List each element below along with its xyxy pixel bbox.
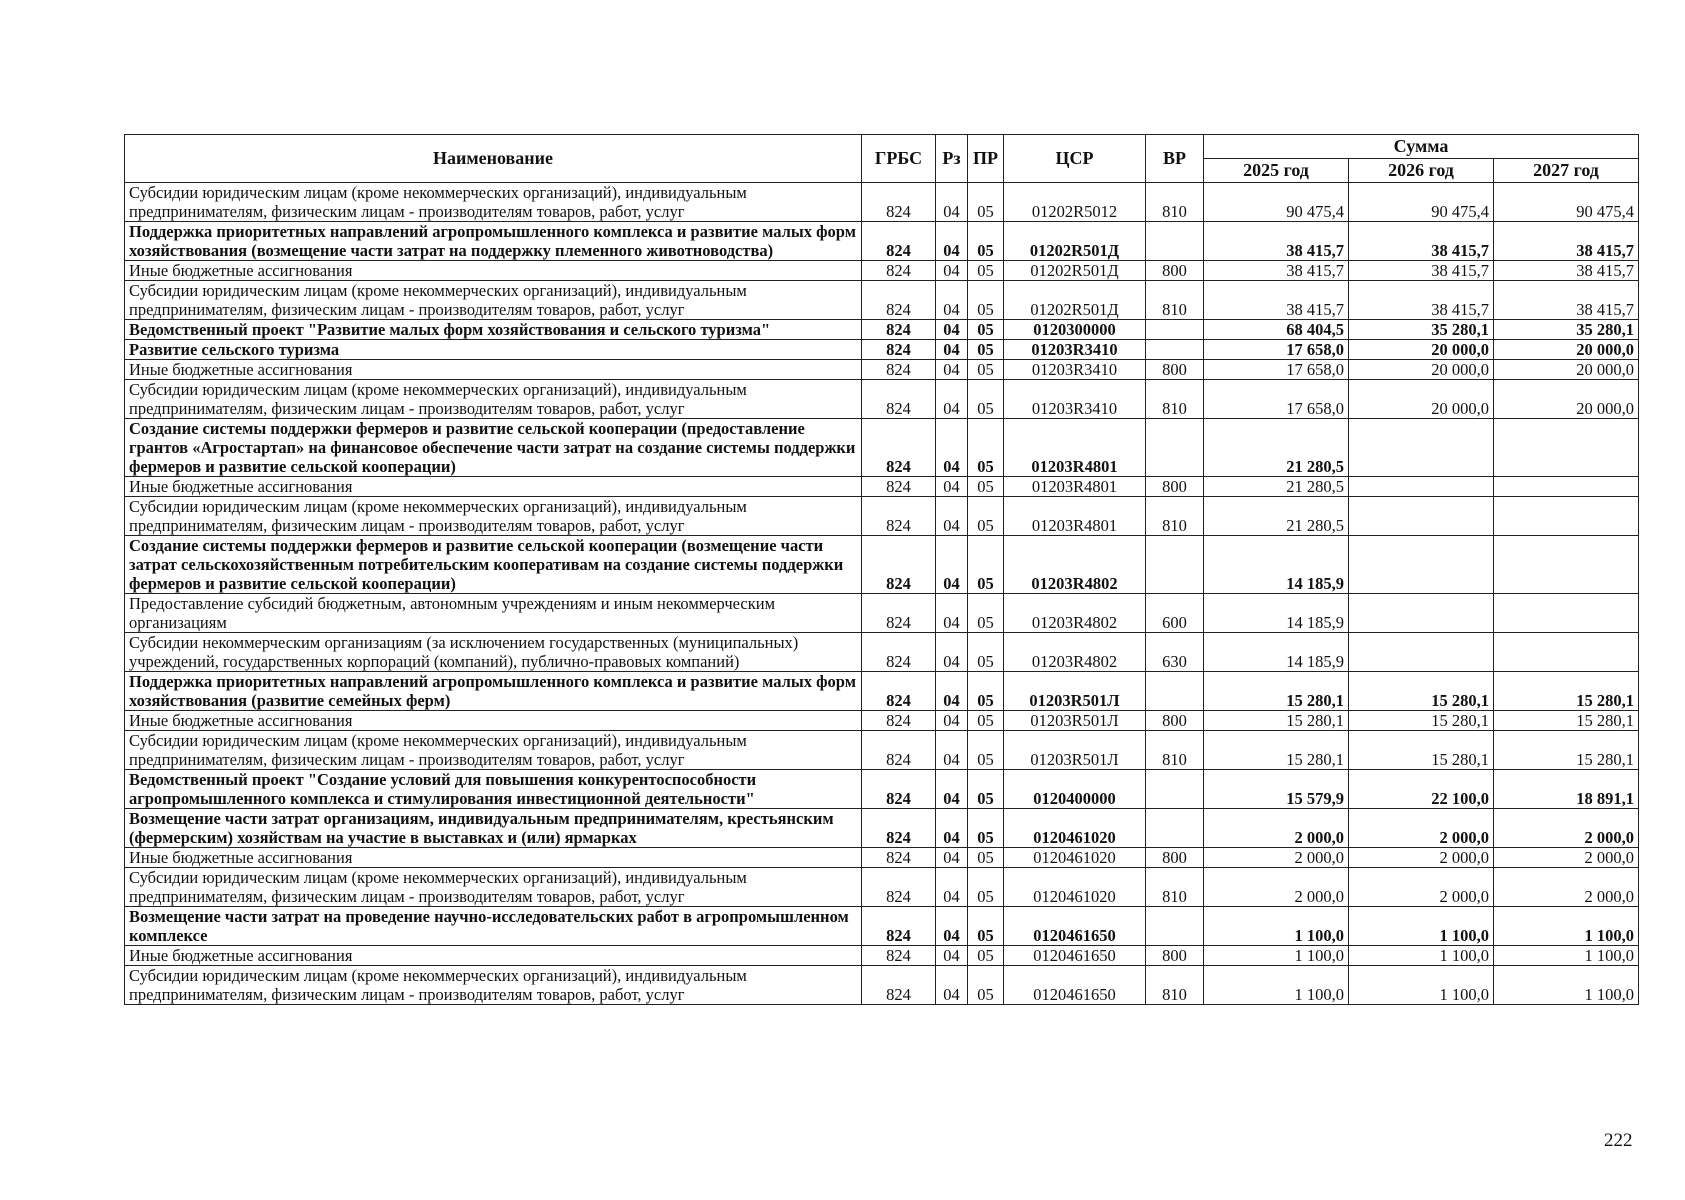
cell-pr: 05: [968, 672, 1004, 711]
cell-name: Субсидии юридическим лицам (кроме некоммерческих организаций), индивидуальным предпринимателям, физическим лицам - производителям товаров, работ, услуг: [125, 868, 862, 907]
cell-vr: 810: [1146, 868, 1204, 907]
cell-vr: [1146, 907, 1204, 946]
cell-2027: 90 475,4: [1494, 183, 1639, 222]
table-row: [125, 907, 1639, 946]
cell-name: Создание системы поддержки фермеров и развитие сельской кооперации (предоставление грантов «Агростартап» на финансовое обеспечение части затрат на создание системы поддержки фермеров и развитие сельской кооперации): [125, 419, 862, 477]
cell-pr: 05: [968, 261, 1004, 281]
cell-rz: 04: [936, 340, 968, 360]
cell-vr: 800: [1146, 946, 1204, 966]
cell-2027: 38 415,7: [1494, 261, 1639, 281]
cell-name: Поддержка приоритетных направлений агропромышленного комплекса и развитие малых форм хозяйствования (возмещение части затрат на поддержку племенного животноводства): [125, 222, 862, 261]
cell-2026: 1 100,0: [1349, 946, 1494, 966]
cell-name: Субсидии юридическим лицам (кроме некоммерческих организаций), индивидуальным предпринимателям, физическим лицам - производителям товаров, работ, услуг: [125, 731, 862, 770]
cell-rz: 04: [936, 281, 968, 320]
cell-vr: 630: [1146, 633, 1204, 672]
cell-csr: 01202R501Д: [1004, 261, 1146, 281]
cell-vr: 800: [1146, 261, 1204, 281]
cell-rz: 04: [936, 731, 968, 770]
cell-vr: 810: [1146, 380, 1204, 419]
cell-vr: 810: [1146, 281, 1204, 320]
cell-csr: 01203R4801: [1004, 419, 1146, 477]
cell-2027: [1494, 419, 1639, 477]
cell-2025: 21 280,5: [1204, 497, 1349, 536]
cell-vr: [1146, 320, 1204, 340]
cell-2026: 38 415,7: [1349, 281, 1494, 320]
cell-name: Развитие сельского туризма: [125, 340, 862, 360]
cell-rz: 04: [936, 183, 968, 222]
table-row: [125, 281, 1639, 320]
table-row: [125, 320, 1639, 340]
cell-pr: 05: [968, 419, 1004, 477]
cell-name: Иные бюджетные ассигнования: [125, 946, 862, 966]
header-sum: Сумма: [1204, 135, 1639, 159]
cell-2026: 15 280,1: [1349, 731, 1494, 770]
cell-csr: 01203R3410: [1004, 340, 1146, 360]
cell-csr: 0120461020: [1004, 848, 1146, 868]
cell-rz: 04: [936, 419, 968, 477]
cell-name: Иные бюджетные ассигнования: [125, 360, 862, 380]
cell-rz: 04: [936, 868, 968, 907]
cell-2025: 15 280,1: [1204, 711, 1349, 731]
cell-vr: 600: [1146, 594, 1204, 633]
cell-csr: 0120461020: [1004, 868, 1146, 907]
cell-vr: 810: [1146, 731, 1204, 770]
cell-rz: 04: [936, 907, 968, 946]
cell-rz: 04: [936, 477, 968, 497]
cell-2026: 20 000,0: [1349, 360, 1494, 380]
cell-csr: 01203R4801: [1004, 497, 1146, 536]
cell-rz: 04: [936, 966, 968, 1005]
cell-2026: 1 100,0: [1349, 966, 1494, 1005]
cell-name: Возмещение части затрат организациям, индивидуальным предпринимателям, крестьянским (фермерским) хозяйствам на участие в выставках и (или) ярмарках: [125, 809, 862, 848]
table-row: [125, 419, 1639, 477]
cell-2025: 21 280,5: [1204, 419, 1349, 477]
cell-pr: 05: [968, 222, 1004, 261]
cell-rz: 04: [936, 594, 968, 633]
cell-csr: 01203R501Л: [1004, 672, 1146, 711]
cell-name: Ведомственный проект "Создание условий для повышения конкурентоспособности агропромышленного комплекса и стимулирования инвестиционной деятельности": [125, 770, 862, 809]
cell-csr: 01202R501Д: [1004, 222, 1146, 261]
cell-2026: [1349, 594, 1494, 633]
table-row: [125, 711, 1639, 731]
cell-vr: 800: [1146, 848, 1204, 868]
cell-2027: 35 280,1: [1494, 320, 1639, 340]
cell-rz: 04: [936, 320, 968, 340]
cell-pr: 05: [968, 809, 1004, 848]
table-row: [125, 594, 1639, 633]
cell-pr: 05: [968, 320, 1004, 340]
cell-2025: 15 280,1: [1204, 672, 1349, 711]
cell-2025: 21 280,5: [1204, 477, 1349, 497]
table-row: [125, 222, 1639, 261]
cell-grbs: 824: [862, 946, 936, 966]
cell-grbs: 824: [862, 261, 936, 281]
cell-pr: 05: [968, 946, 1004, 966]
cell-rz: 04: [936, 672, 968, 711]
cell-2027: 2 000,0: [1494, 809, 1639, 848]
budget-table: [124, 134, 1639, 1005]
cell-name: Субсидии юридическим лицам (кроме некоммерческих организаций), индивидуальным предпринимателям, физическим лицам - производителям товаров, работ, услуг: [125, 183, 862, 222]
cell-vr: [1146, 809, 1204, 848]
cell-2026: [1349, 497, 1494, 536]
cell-2027: [1494, 633, 1639, 672]
cell-2025: 14 185,9: [1204, 536, 1349, 594]
cell-grbs: 824: [862, 536, 936, 594]
cell-name: Предоставление субсидий бюджетным, автономным учреждениям и иным некоммерческим организациям: [125, 594, 862, 633]
cell-grbs: 824: [862, 633, 936, 672]
cell-rz: 04: [936, 711, 968, 731]
cell-vr: 800: [1146, 360, 1204, 380]
cell-rz: 04: [936, 536, 968, 594]
cell-pr: 05: [968, 183, 1004, 222]
cell-2027: 1 100,0: [1494, 946, 1639, 966]
cell-2026: 15 280,1: [1349, 672, 1494, 711]
cell-2027: 20 000,0: [1494, 360, 1639, 380]
cell-grbs: 824: [862, 770, 936, 809]
cell-2026: 2 000,0: [1349, 809, 1494, 848]
cell-2025: 38 415,7: [1204, 261, 1349, 281]
cell-grbs: 824: [862, 672, 936, 711]
cell-grbs: 824: [862, 809, 936, 848]
cell-2026: 2 000,0: [1349, 848, 1494, 868]
cell-csr: 01203R4802: [1004, 633, 1146, 672]
cell-pr: 05: [968, 536, 1004, 594]
cell-2027: 38 415,7: [1494, 222, 1639, 261]
cell-2025: 2 000,0: [1204, 868, 1349, 907]
cell-grbs: 824: [862, 711, 936, 731]
page-number: 222: [1604, 1130, 1633, 1151]
cell-grbs: 824: [862, 868, 936, 907]
table-row: [125, 340, 1639, 360]
cell-2027: 18 891,1: [1494, 770, 1639, 809]
cell-name: Иные бюджетные ассигнования: [125, 711, 862, 731]
cell-2026: 38 415,7: [1349, 222, 1494, 261]
cell-grbs: 824: [862, 966, 936, 1005]
cell-grbs: 824: [862, 340, 936, 360]
table-row: [125, 380, 1639, 419]
header-year-2025: 2025 год: [1204, 159, 1349, 183]
cell-2026: 22 100,0: [1349, 770, 1494, 809]
cell-csr: 0120461650: [1004, 907, 1146, 946]
cell-2025: 1 100,0: [1204, 966, 1349, 1005]
cell-name: Иные бюджетные ассигнования: [125, 261, 862, 281]
header-grbs: ГРБС: [862, 135, 936, 183]
cell-vr: 810: [1146, 183, 1204, 222]
cell-vr: [1146, 672, 1204, 711]
cell-name: Иные бюджетные ассигнования: [125, 477, 862, 497]
cell-name: Создание системы поддержки фермеров и развитие сельской кооперации (возмещение части затрат сельскохозяйственным потребительским кооперативам на создание системы поддержки фермеров и развитие сельской кооперации): [125, 536, 862, 594]
cell-grbs: 824: [862, 594, 936, 633]
cell-rz: 04: [936, 222, 968, 261]
cell-2025: 38 415,7: [1204, 281, 1349, 320]
cell-grbs: 824: [862, 419, 936, 477]
cell-2026: [1349, 633, 1494, 672]
table-row: [125, 360, 1639, 380]
header-rz: Рз: [936, 135, 968, 183]
cell-name: Субсидии некоммерческим организациям (за исключением государственных (муниципальных) учреждений, государственных корпораций (компаний), публично-правовых компаний): [125, 633, 862, 672]
cell-2026: 35 280,1: [1349, 320, 1494, 340]
cell-pr: 05: [968, 340, 1004, 360]
cell-2026: 1 100,0: [1349, 907, 1494, 946]
cell-rz: 04: [936, 633, 968, 672]
cell-name: Ведомственный проект "Развитие малых форм хозяйствования и сельского туризма": [125, 320, 862, 340]
cell-rz: 04: [936, 770, 968, 809]
table-row: [125, 946, 1639, 966]
table-row: [125, 536, 1639, 594]
cell-2026: [1349, 419, 1494, 477]
cell-pr: 05: [968, 711, 1004, 731]
table-row: [125, 672, 1639, 711]
cell-2025: 1 100,0: [1204, 907, 1349, 946]
cell-2027: [1494, 594, 1639, 633]
cell-pr: 05: [968, 633, 1004, 672]
cell-2027: 1 100,0: [1494, 966, 1639, 1005]
cell-2025: 2 000,0: [1204, 809, 1349, 848]
cell-csr: 01202R501Д: [1004, 281, 1146, 320]
cell-name: Субсидии юридическим лицам (кроме некоммерческих организаций), индивидуальным предпринимателям, физическим лицам - производителям товаров, работ, услуг: [125, 380, 862, 419]
table-row: [125, 809, 1639, 848]
cell-pr: 05: [968, 848, 1004, 868]
cell-grbs: 824: [862, 848, 936, 868]
table-row: [125, 183, 1639, 222]
cell-2026: 20 000,0: [1349, 380, 1494, 419]
cell-pr: 05: [968, 380, 1004, 419]
cell-2027: 15 280,1: [1494, 672, 1639, 711]
table-header: [125, 135, 1639, 183]
cell-2026: [1349, 536, 1494, 594]
cell-2027: 15 280,1: [1494, 711, 1639, 731]
cell-grbs: 824: [862, 497, 936, 536]
cell-2025: 2 000,0: [1204, 848, 1349, 868]
table-row: [125, 497, 1639, 536]
cell-2025: 17 658,0: [1204, 380, 1349, 419]
cell-vr: 800: [1146, 477, 1204, 497]
table-row: [125, 261, 1639, 281]
cell-csr: 0120300000: [1004, 320, 1146, 340]
cell-grbs: 824: [862, 731, 936, 770]
cell-pr: 05: [968, 731, 1004, 770]
cell-grbs: 824: [862, 281, 936, 320]
cell-csr: 0120400000: [1004, 770, 1146, 809]
cell-pr: 05: [968, 477, 1004, 497]
cell-vr: [1146, 770, 1204, 809]
cell-csr: 01203R501Л: [1004, 731, 1146, 770]
table-row: [125, 731, 1639, 770]
cell-pr: 05: [968, 907, 1004, 946]
cell-grbs: 824: [862, 222, 936, 261]
budget-page: [124, 134, 1638, 1005]
cell-csr: 01203R4802: [1004, 594, 1146, 633]
cell-grbs: 824: [862, 907, 936, 946]
header-year-2027: 2027 год: [1494, 159, 1639, 183]
table-body: [125, 183, 1639, 1005]
cell-vr: [1146, 419, 1204, 477]
cell-2027: [1494, 536, 1639, 594]
table-row: [125, 770, 1639, 809]
cell-2027: [1494, 477, 1639, 497]
cell-rz: 04: [936, 946, 968, 966]
cell-2025: 14 185,9: [1204, 594, 1349, 633]
cell-2026: 38 415,7: [1349, 261, 1494, 281]
cell-rz: 04: [936, 809, 968, 848]
cell-pr: 05: [968, 497, 1004, 536]
cell-2026: 15 280,1: [1349, 711, 1494, 731]
header-csr: ЦСР: [1004, 135, 1146, 183]
cell-2027: 15 280,1: [1494, 731, 1639, 770]
cell-name: Субсидии юридическим лицам (кроме некоммерческих организаций), индивидуальным предпринимателям, физическим лицам - производителям товаров, работ, услуг: [125, 966, 862, 1005]
header-pr: ПР: [968, 135, 1004, 183]
cell-rz: 04: [936, 848, 968, 868]
cell-vr: 810: [1146, 497, 1204, 536]
cell-vr: [1146, 222, 1204, 261]
cell-2026: [1349, 477, 1494, 497]
cell-csr: 01203R4802: [1004, 536, 1146, 594]
cell-csr: 01203R3410: [1004, 360, 1146, 380]
cell-2027: [1494, 497, 1639, 536]
cell-2027: 20 000,0: [1494, 380, 1639, 419]
cell-2026: 90 475,4: [1349, 183, 1494, 222]
cell-grbs: 824: [862, 380, 936, 419]
cell-pr: 05: [968, 966, 1004, 1005]
cell-grbs: 824: [862, 183, 936, 222]
cell-vr: 810: [1146, 966, 1204, 1005]
cell-vr: 800: [1146, 711, 1204, 731]
cell-pr: 05: [968, 868, 1004, 907]
cell-2025: 15 579,9: [1204, 770, 1349, 809]
cell-vr: [1146, 536, 1204, 594]
cell-pr: 05: [968, 281, 1004, 320]
cell-csr: 01203R3410: [1004, 380, 1146, 419]
table-row: [125, 633, 1639, 672]
cell-name: Возмещение части затрат на проведение научно-исследовательских работ в агропромышленном комплексе: [125, 907, 862, 946]
cell-2025: 17 658,0: [1204, 360, 1349, 380]
cell-vr: [1146, 340, 1204, 360]
cell-csr: 0120461020: [1004, 809, 1146, 848]
cell-csr: 0120461650: [1004, 946, 1146, 966]
cell-rz: 04: [936, 380, 968, 419]
cell-csr: 01202R5012: [1004, 183, 1146, 222]
cell-grbs: 824: [862, 360, 936, 380]
table-row: [125, 868, 1639, 907]
cell-2025: 14 185,9: [1204, 633, 1349, 672]
cell-grbs: 824: [862, 320, 936, 340]
cell-pr: 05: [968, 594, 1004, 633]
cell-2027: 1 100,0: [1494, 907, 1639, 946]
cell-grbs: 824: [862, 477, 936, 497]
cell-csr: 0120461650: [1004, 966, 1146, 1005]
header-name: Наименование: [125, 135, 862, 183]
cell-2025: 38 415,7: [1204, 222, 1349, 261]
cell-name: Субсидии юридическим лицам (кроме некоммерческих организаций), индивидуальным предпринимателям, физическим лицам - производителям товаров, работ, услуг: [125, 281, 862, 320]
cell-2027: 38 415,7: [1494, 281, 1639, 320]
cell-name: Поддержка приоритетных направлений агропромышленного комплекса и развитие малых форм хозяйствования (развитие семейных ферм): [125, 672, 862, 711]
cell-pr: 05: [968, 770, 1004, 809]
header-year-2026: 2026 год: [1349, 159, 1494, 183]
cell-csr: 01203R501Л: [1004, 711, 1146, 731]
table-row: [125, 966, 1639, 1005]
cell-csr: 01203R4801: [1004, 477, 1146, 497]
cell-rz: 04: [936, 360, 968, 380]
cell-rz: 04: [936, 497, 968, 536]
cell-2027: 20 000,0: [1494, 340, 1639, 360]
cell-name: Субсидии юридическим лицам (кроме некоммерческих организаций), индивидуальным предпринимателям, физическим лицам - производителям товаров, работ, услуг: [125, 497, 862, 536]
table-row: [125, 848, 1639, 868]
cell-2025: 90 475,4: [1204, 183, 1349, 222]
cell-2025: 1 100,0: [1204, 946, 1349, 966]
table-row: [125, 477, 1639, 497]
cell-rz: 04: [936, 261, 968, 281]
cell-2025: 17 658,0: [1204, 340, 1349, 360]
cell-2027: 2 000,0: [1494, 868, 1639, 907]
cell-2025: 15 280,1: [1204, 731, 1349, 770]
cell-2026: 20 000,0: [1349, 340, 1494, 360]
cell-pr: 05: [968, 360, 1004, 380]
cell-2027: 2 000,0: [1494, 848, 1639, 868]
header-vr: ВР: [1146, 135, 1204, 183]
cell-name: Иные бюджетные ассигнования: [125, 848, 862, 868]
cell-2026: 2 000,0: [1349, 868, 1494, 907]
cell-2025: 68 404,5: [1204, 320, 1349, 340]
